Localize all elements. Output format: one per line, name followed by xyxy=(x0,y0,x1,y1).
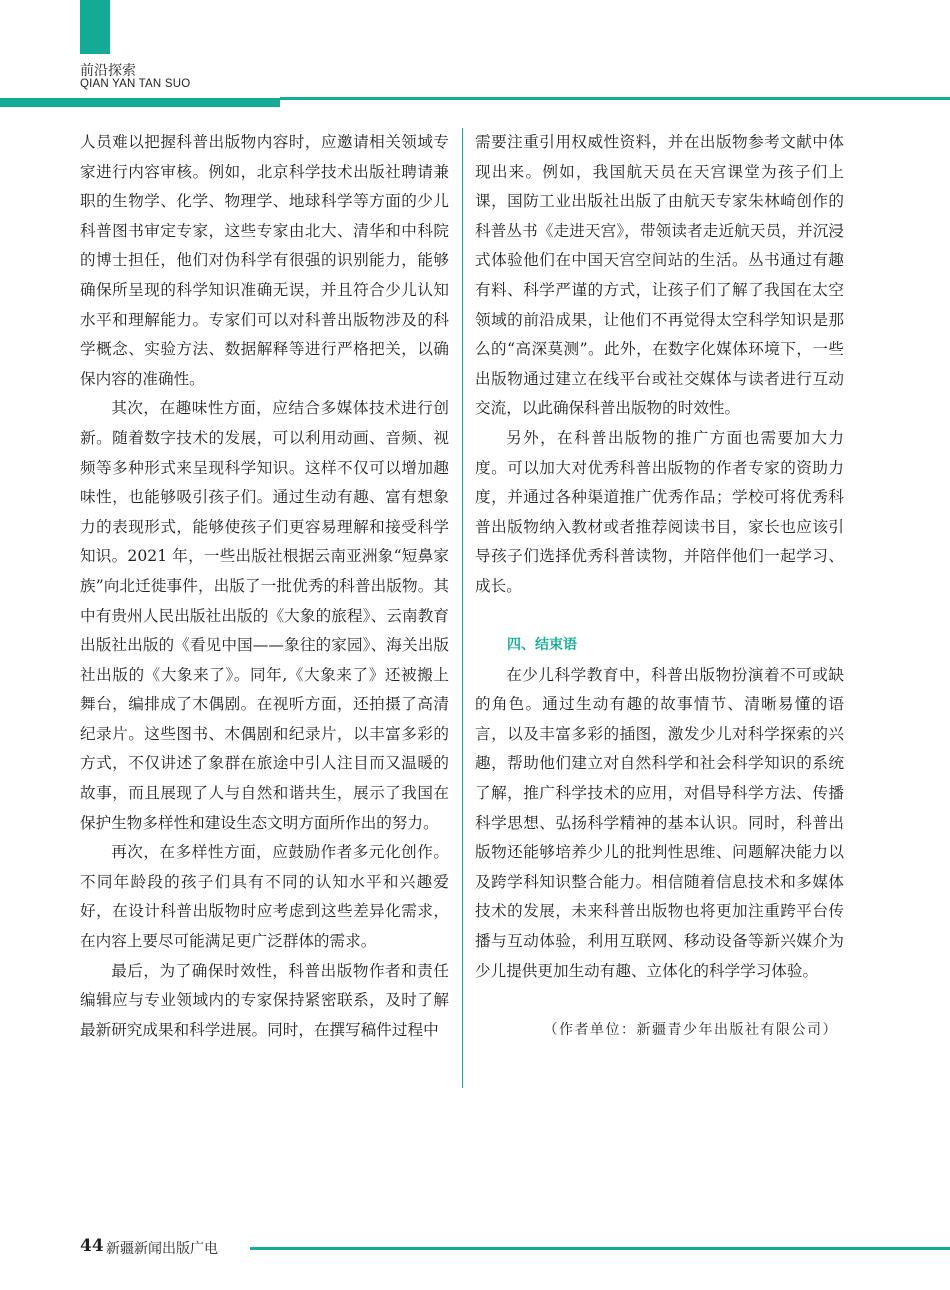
paragraph: 最后，为了确保时效性，科普出版物作者和责任编辑应与专业领域内的专家保持紧密联系，及时了解最新研究成果和科学进展。同时，在撰写稿件过程中 xyxy=(80,961,449,1039)
paragraph: 人员难以把握科普出版物内容时，应邀请相关领域专家进行内容审核。例如，北京科学技术出版社聘请兼职的生物学、化学、物理学、地球科学等方面的少儿科普图书审定专家，这些专家由北大、清华和中科院的博士担任，他们对伪科学有很强的识别能力，能够确保所呈现的科学知识准确无误，并且符合少儿认知水平和理解能力。专家们可以对科普出版物涉及的科学概念、实验方法、数据解释等进行严格把关，以确保内容的准确性。 xyxy=(80,133,449,388)
column-divider xyxy=(462,128,463,1088)
magazine-name: 新疆新闻出版广电 xyxy=(106,1241,218,1257)
section-title: 前沿探索 xyxy=(80,63,136,79)
right-column xyxy=(475,128,844,1045)
spacer xyxy=(475,986,844,1016)
author-affiliation: （作者单位：新疆青少年出版社有限公司） xyxy=(543,1021,838,1038)
header-rule-bold xyxy=(0,98,280,107)
header-rule xyxy=(280,97,950,100)
section-subtitle: QIAN YAN TAN SUO xyxy=(80,78,191,90)
spacer xyxy=(475,602,844,632)
section-heading: 四、结束语 xyxy=(507,637,577,654)
paragraph: 需要注重引用权威性资料，并在出版物参考文献中体现出来。例如，我国航天员在天宫课堂为孩子们上课，国防工业出版社出版了由航天专家朱林崎创作的科普丛书《走进天宫》，带领读者走近航天员，并沉浸式体验他们在中国天宫空间站的生活。丛书通过有趣有料、科学严谨的方式，让孩子们了解了我国在太空领域的前沿成果，让他们不再觉得太空科学知识是那么的“高深莫测”。此外，在数字化媒体环境下，一些出版物通过建立在线平台或社交媒体与读者进行互动交流，以此确保科普出版物的时效性。 xyxy=(475,133,844,418)
header-accent-block xyxy=(80,0,110,54)
page-number: 44 xyxy=(80,1236,104,1256)
left-column xyxy=(80,128,449,1045)
paragraph: 再次，在多样性方面，应鼓励作者多元化创作。不同年龄段的孩子们具有不同的认知水平和兴趣爱好，在设计科普出版物时应考虑到这些差异化需求，在内容上要尽可能满足更广泛群体的需求。 xyxy=(80,843,449,951)
footer-rule xyxy=(250,1247,950,1250)
paragraph: 在少儿科学教育中，科普出版物扮演着不可或缺的角色。通过生动有趣的故事情节、清晰易懂的语言，以及丰富多彩的插图，激发少儿对科学探索的兴趣，帮助他们建立对自然科学和社会科学知识的系统了解，推广科学技术的应用，对倡导科学方法、传播科学思想、弘扬科学精神的基本认识。同时，科普出版物还能够培养少儿的批判性思维、问题解决能力以及跨学科知识整合能力。相信随着信息技术和多媒体技术的发展，未来科普出版物也将更加注重跨平台传播与互动体验，利用互联网、移动设备等新兴媒介为少儿提供更加生动有趣、立体化的科学学习体验。 xyxy=(475,665,844,980)
paragraph: 其次，在趣味性方面，应结合多媒体技术进行创新。随着数字技术的发展，可以利用动画、音频、视频等多种形式来呈现科学知识。这样不仅可以增加趣味性，也能够吸引孩子们。通过生动有趣、富有想象力的表现形式，能够使孩子们更容易理解和接受科学知识。2021 年，一些出版社根据云南亚洲象“短鼻家族”向北迁徙事件，出版了一批优秀的科普出版物。其中有贵州人民出版社出版的《大象的旅程》、云南教育出版社出版的《看见中国——象往的家园》、海关出版社出版的《大象来了》。同年,《大象来了》还被搬上舞台，编排成了木偶剧。在视听方面，还拍摄了高清纪录片。这些图书、木偶剧和纪录片，以丰富多彩的方式，不仅讲述了象群在旅途中引人注目而又温暖的故事，而且展现了人与自然和谐共生，展示了我国在保护生物多样性和建设生态文明方面所作出的努力。 xyxy=(80,399,449,832)
paragraph: 另外，在科普出版物的推广方面也需要加大力度。可以加大对优秀科普出版物的作者专家的资助力度，并通过各种渠道推广优秀作品；学校可将优秀科普出版物纳入教材或者推荐阅读书目，家长也应该引导孩子们选择优秀科普读物，并陪伴他们一起学习、成长。 xyxy=(475,428,844,595)
